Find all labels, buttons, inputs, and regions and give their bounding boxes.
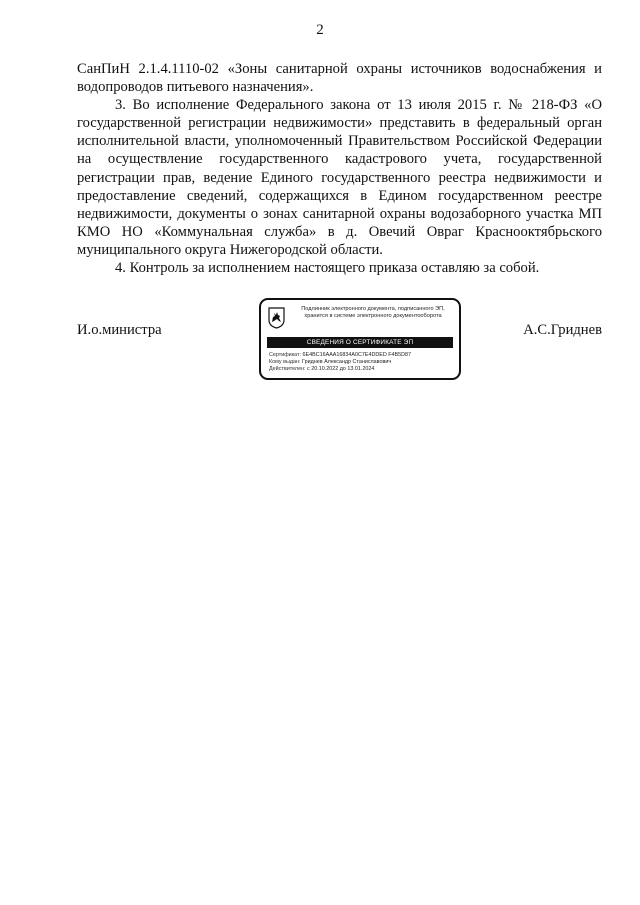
stamp-certificate-bar: СВЕДЕНИЯ О СЕРТИФИКАТЕ ЭП bbox=[267, 337, 453, 348]
certificate-label: Сертификат: bbox=[269, 352, 302, 358]
paragraph-item-4: 4. Контроль за исполнением настоящего приказа оставляю за собой. bbox=[115, 260, 540, 277]
stamp-valid-row bbox=[269, 366, 411, 373]
signer-name: А.С.Гриднев bbox=[523, 322, 602, 338]
page-number: 2 bbox=[316, 22, 324, 38]
valid-value: с 20.10.2022 до 13.01.2024 bbox=[307, 366, 375, 373]
paragraph-sanpin: СанПиН 2.1.4.1110-02 «Зоны санитарной охраны источников водоснабжения и водопроводов питьевого назначения». bbox=[77, 61, 602, 96]
stamp-heading-line-1: Подлинник электронного документа, подписанного ЭП, bbox=[301, 306, 445, 312]
paragraph-item-3: 3. Во исполнение Федерального закона от 13 июля 2015 г. № 218-ФЗ «О государственной регистрации недвижимости» представить в федеральный орган исполнительной власти, уполномоченный Правительством Российской Федерации на осуществление государственного кадастрового учета, государственной регистрации прав, ведение Единого государственного реестра недвижимости и предоставление сведений, содержащихся в Едином государственном реестре недвижимости, документы о зонах санитарной охраны водозаборного участка МП КМО НО «Коммунальная служба» в д. Овечий Овраг Краснооктябрьского муниципального округа Нижегородской области. bbox=[77, 97, 602, 258]
stamp-heading-line-2: хранится в системе электронного документооборота bbox=[304, 313, 442, 320]
certificate-value: 6E4BC16AAA16834A0C7E4DDED F4B5D87 bbox=[302, 352, 412, 358]
stamp-certificate-row bbox=[269, 352, 411, 359]
deer-coat-of-arms-icon bbox=[268, 307, 285, 329]
signer-position: И.о.министра bbox=[77, 322, 162, 338]
issued-to-label: Кому выдан: bbox=[269, 359, 301, 366]
electronic-signature-stamp bbox=[259, 298, 461, 380]
stamp-heading bbox=[289, 306, 457, 321]
document-body bbox=[77, 60, 602, 277]
stamp-details bbox=[269, 352, 411, 374]
issued-to-value: Гриднев Александр Станиславович bbox=[301, 359, 392, 366]
valid-label: Действителен: bbox=[269, 366, 306, 373]
